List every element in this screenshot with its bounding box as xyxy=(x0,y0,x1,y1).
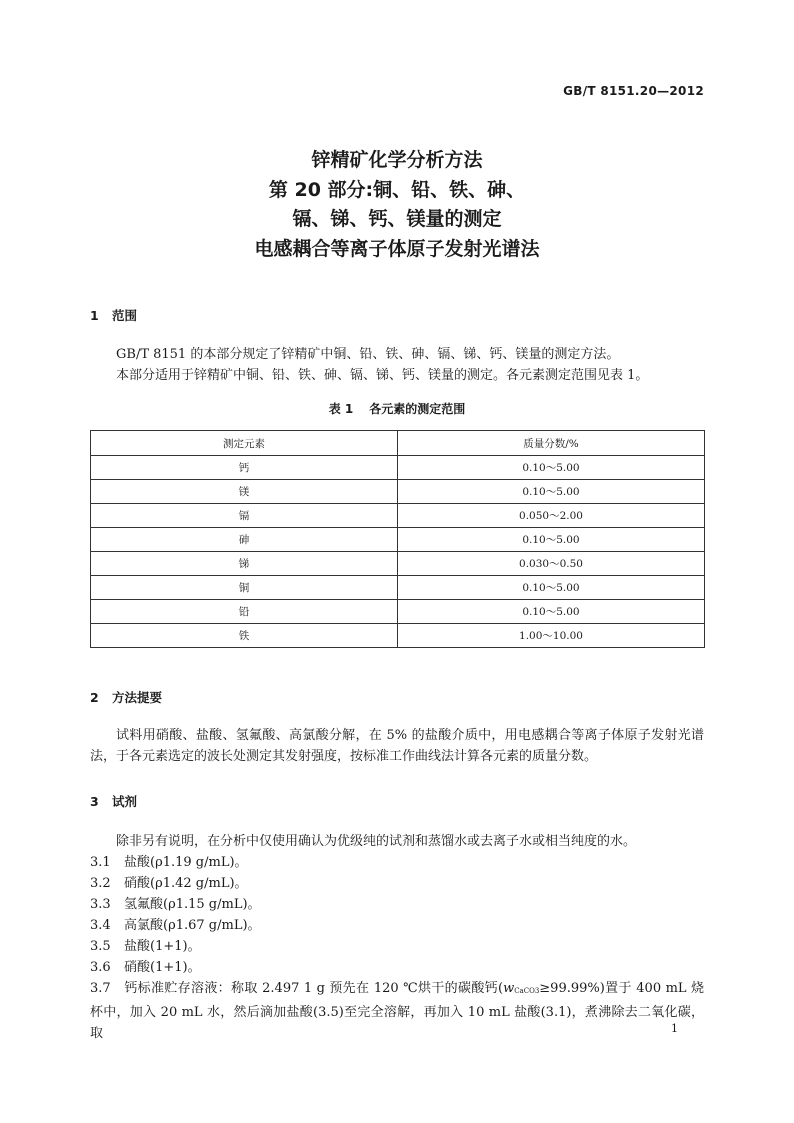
table-row xyxy=(91,576,705,600)
title-line-3: 镉、锑、钙、镁量的测定 xyxy=(292,208,502,230)
section-3-title: 试剂 xyxy=(112,794,138,809)
item-number: 3.4 xyxy=(90,918,111,933)
reagent-item-3-3 xyxy=(90,894,704,915)
column-header-element: 测定元素 xyxy=(91,431,398,456)
reagent-item-3-4 xyxy=(90,915,704,936)
page-number: 1 xyxy=(671,1022,678,1035)
item-text: 硝酸(ρ1.42 g/mL)。 xyxy=(124,876,248,891)
document-title xyxy=(0,146,794,264)
cell-range: 0.10～5.00 xyxy=(398,528,705,552)
cell-range: 0.10～5.00 xyxy=(398,456,705,480)
reagent-item-3-5 xyxy=(90,936,704,957)
table-row xyxy=(91,456,705,480)
cell-element: 铁 xyxy=(91,624,398,648)
reagent-item-3-1 xyxy=(90,852,704,873)
title-line-4: 电感耦合等离子体原子发射光谱法 xyxy=(254,237,540,260)
table-1-caption xyxy=(0,400,794,417)
section-2-title: 方法提要 xyxy=(112,690,163,705)
section-1-paragraph-1: GB/T 8151 的本部分规定了锌精矿中铜、铅、铁、砷、镉、锑、钙、镁量的测定方法。 xyxy=(116,347,620,362)
cell-range: 0.10～5.00 xyxy=(398,480,705,504)
item-text: 盐酸(1+1)。 xyxy=(124,939,201,954)
cell-element: 砷 xyxy=(91,528,398,552)
item-text: 硝酸(1+1)。 xyxy=(124,960,201,975)
element-range-table xyxy=(90,430,705,648)
column-header-mass-fraction: 质量分数/% xyxy=(398,431,705,456)
section-1-paragraph-2: 本部分适用于锌精矿中铜、铅、铁、砷、镉、锑、钙、镁量的测定。各元素测定范围见表 1。 xyxy=(116,368,649,383)
section-1-heading xyxy=(90,306,137,324)
cell-element: 铜 xyxy=(91,576,398,600)
title-line-1: 锌精矿化学分析方法 xyxy=(311,149,483,171)
section-2-number: 2 xyxy=(90,690,99,705)
item-text: 氢氟酸(ρ1.15 g/mL)。 xyxy=(124,897,261,912)
title-line-2: 第 20 部分:铜、铅、铁、砷、 xyxy=(268,178,526,201)
item-number: 3.3 xyxy=(90,897,111,912)
item-text: 高氯酸(ρ1.67 g/mL)。 xyxy=(124,918,261,933)
cell-range: 0.050～2.00 xyxy=(398,504,705,528)
item-number: 3.7 xyxy=(90,981,111,996)
section-3-number: 3 xyxy=(90,794,99,809)
section-3-intro: 除非另有说明，在分析中仅使用确认为优级纯的试剂和蒸馏水或去离子水或相当纯度的水。 xyxy=(116,834,637,849)
cell-range: 1.00～10.00 xyxy=(398,624,705,648)
item-number: 3.1 xyxy=(90,855,111,870)
section-2-heading xyxy=(90,688,162,706)
table-row xyxy=(91,600,705,624)
mass-fraction-symbol: w xyxy=(503,981,515,996)
cell-range: 0.030～0.50 xyxy=(398,552,705,576)
table-header-row xyxy=(91,431,705,456)
section-1-number: 1 xyxy=(90,308,99,323)
cell-element: 镉 xyxy=(91,504,398,528)
item-number: 3.2 xyxy=(90,876,111,891)
item-number: 3.6 xyxy=(90,960,111,975)
item-text-part-2: ≥99.99%)置于 400 mL 烧杯中，加入 20 mL 水，然后滴加盐酸(3.5)至完全溶解，再加入 10 mL 盐酸(3.1)，煮沸除去二氧化碳，取 xyxy=(90,981,704,1041)
table-row xyxy=(91,504,705,528)
reagent-item-3-2 xyxy=(90,873,704,894)
table-row xyxy=(91,624,705,648)
item-text: 盐酸(ρ1.19 g/mL)。 xyxy=(124,855,248,870)
reagent-item-3-6 xyxy=(90,957,704,978)
table-1-title: 各元素的测定范围 xyxy=(369,402,466,416)
table-row xyxy=(91,552,705,576)
table-1-label: 表 1 xyxy=(328,402,354,416)
section-3-heading xyxy=(90,792,137,810)
cell-element: 铅 xyxy=(91,600,398,624)
cell-range: 0.10～5.00 xyxy=(398,600,705,624)
standard-code: GB/T 8151.20—2012 xyxy=(563,84,704,98)
item-text-part-1: 钙标准贮存溶液：称取 2.497 1 g 预先在 120 ℃烘干的碳酸钙( xyxy=(124,981,504,996)
subscript-caco3: CaCO3 xyxy=(514,987,540,995)
cell-element: 镁 xyxy=(91,480,398,504)
reagent-item-3-7 xyxy=(90,978,704,1044)
table-row xyxy=(91,528,705,552)
section-1-title: 范围 xyxy=(112,308,138,323)
item-number: 3.5 xyxy=(90,939,111,954)
cell-element: 钙 xyxy=(91,456,398,480)
cell-element: 锑 xyxy=(91,552,398,576)
table-row xyxy=(91,480,705,504)
section-2-paragraph: 试料用硝酸、盐酸、氢氟酸、高氯酸分解，在 5% 的盐酸介质中，用电感耦合等离子体原子发射光谱法，于各元素选定的波长处测定其发射强度，按标准工作曲线法计算各元素的质量分数。 xyxy=(90,728,704,764)
cell-range: 0.10～5.00 xyxy=(398,576,705,600)
